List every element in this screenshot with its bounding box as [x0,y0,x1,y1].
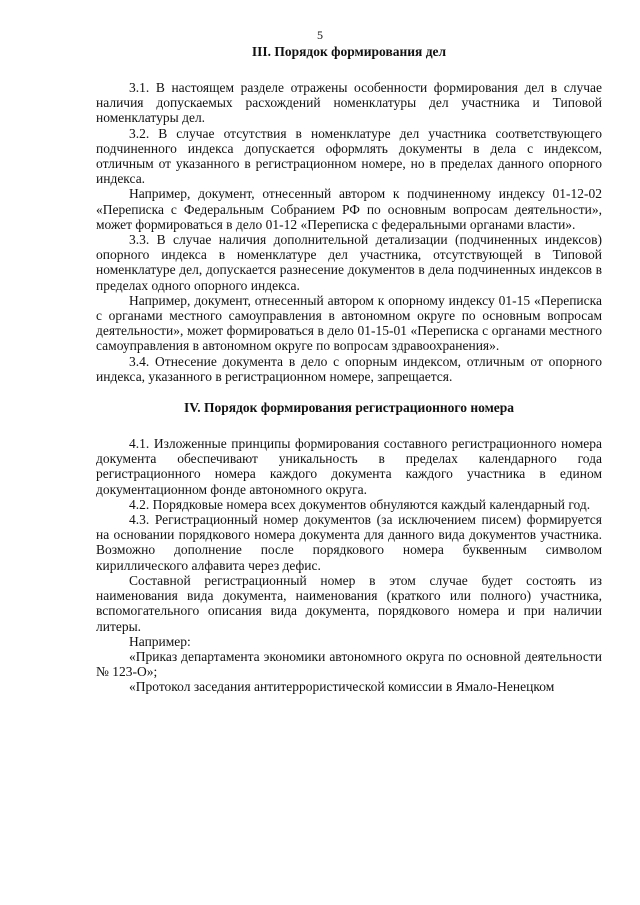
paragraph-4-2: 4.2. Порядковые номера всех документов обнуляются каждый календарный год. [129,496,591,512]
paragraph-example-label: Например: [129,633,191,649]
paragraph-4-3: 4.3. Регистрационный номер документов (за исключением писем) формируется на основании порядкового номера документа для данного вида документов участника. Возможно дополнение после порядкового номера буквенным символом кириллического алфавита через дефис. [96,512,602,573]
paragraph-4-3-composition: Составной регистрационный номер в этом случае будет состоять из наименования вида документа, наименования (краткого или полного) участника, вспомогательного описания вида документа, порядкового номера и при наличии литеры. [96,572,602,634]
paragraph-3-1: 3.1. В настоящем разделе отражены особенности формирования дел в случае наличия допускаемых расхождений номенклатуры дел участника и Типовой номенклатуры дел. [96,80,602,126]
page-number: 5 [317,28,323,42]
paragraph-3-3: 3.3. В случае наличия дополнительной детализации (подчиненных индексов) опорного индекса в номенклатуре дел участника, отсутствующей в Типовой номенклатуре дел, допускается разнесение документов в дела подчиненных индексов в пределах одного опорного индекса. [96,232,602,293]
section-3-title: III. Порядок формирования дел [251,44,447,59]
paragraph-example-2: «Протокол заседания антитеррористической комиссии в Ямало-Ненецком [129,679,555,695]
section-4-title: IV. Порядок формирования регистрационного номера [183,400,515,416]
paragraph-3-2-example: Например, документ, отнесенный автором к подчиненному индексу 01-12-02 «Переписка с Федеральным Собранием РФ по основным вопросам деятельности», может формироваться в дело 01-12 «Переписка с федеральными органами власти». [96,186,602,232]
paragraph-3-4: 3.4. Отнесение документа в дело с опорным индексом, отличным от опорного индекса, указанного в регистрационном номере, запрещается. [96,353,602,384]
paragraph-4-1: 4.1. Изложенные принципы формирования составного регистрационного номера документа обеспечивают уникальность в пределах календарного года регистрационного номера каждого документа каждого участника в едином документационном фонде автономного округа. [96,436,602,497]
paragraph-3-2: 3.2. В случае отсутствия в номенклатуре дел участника соответствующего подчиненного индекса допускается оформлять документы в дела с индексом, отличным от указанного в регистрационном номере, но в пределах данного опорного индекса. [96,125,602,187]
paragraph-example-1: «Приказ департамента экономики автономного округа по основной деятельности № 123-О»; [96,648,602,680]
document-body [96,44,602,695]
paragraph-3-3-example: Например, документ, отнесенный автором к опорному индексу 01-15 «Переписка с органами местного самоуправления в автономном округе по основным вопросам деятельности», может формироваться в дело 01-15-01 «Переписка с органами местного самоуправления в автономном округе по вопросам здравоохранения». [96,292,602,354]
